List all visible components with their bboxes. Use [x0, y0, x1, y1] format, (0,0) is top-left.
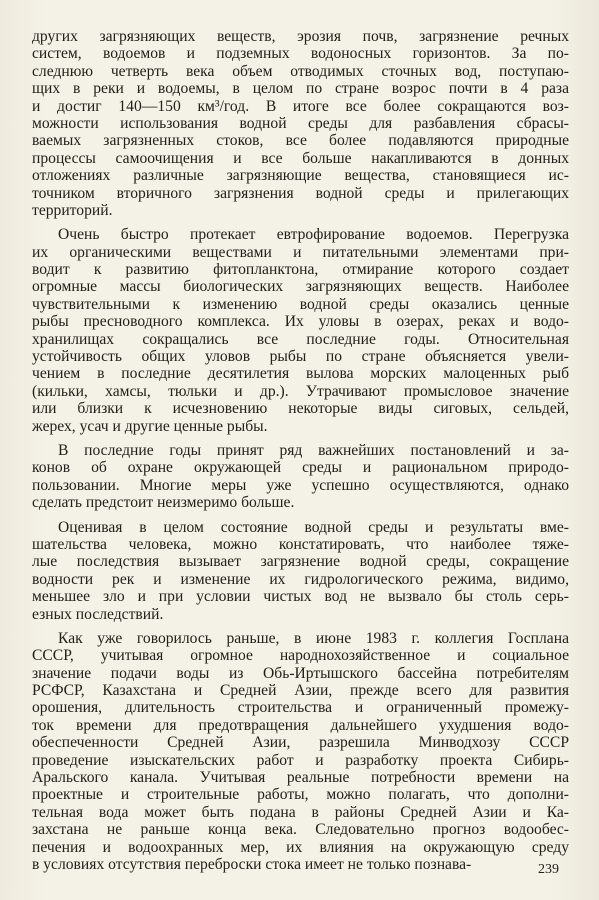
text-line: водит к развитию фитопланктона, отмирание которого создает [32, 261, 569, 279]
text-line: захстана не раньше конца века. Следовательно прогноз водообес- [32, 821, 569, 839]
text-line: можности использования водной среды для разбавления сбрасы- [32, 114, 569, 132]
text-line: РСФСР, Казахстана и Средней Азии, прежде всего для развития [32, 682, 569, 700]
text-line: или близки к исчезновению некоторые виды сиговых, сельдей, [32, 400, 569, 418]
paragraph-gap [32, 512, 569, 519]
text-line: жерех, усач и другие ценные рыбы. [32, 417, 268, 435]
text-line: проектные и строительные работы, можно полагать, что дополни- [32, 786, 569, 804]
text-line: ток времени для предотвращения дальнейшего ухудшения водо- [32, 716, 569, 734]
text-line: Аральского канала. Учитывая реальные потребности времени на [32, 769, 569, 787]
paragraph-gap [32, 623, 569, 630]
text-line: конов об охране окружающей среды и рациональном природо- [32, 459, 569, 477]
text-line: чением в последние десятилетия вылова морских малоценных рыб [32, 365, 569, 383]
text-line: Оценивая в целом состояние водной среды и результаты вме- [58, 518, 569, 536]
text-line: процессы самоочищения и все больше накапливаются в донных [32, 149, 569, 167]
paragraph [32, 519, 569, 623]
text-line: других загрязняющих веществ, эрозия почв, загрязнение речных [32, 28, 569, 45]
text-line: хранилищах сокращались все последние годы. Относительная [32, 330, 569, 348]
text-line: систем, водоемов и подземных водоносных горизонтов. За по- [32, 45, 569, 63]
paragraph [32, 28, 569, 219]
paragraph [32, 226, 569, 435]
text-line: устойчивость общих уловов рыбы по стране объясняется увели- [32, 348, 569, 366]
paragraph-gap [32, 435, 569, 442]
text-line: тельная вода может быть подана в районы Средней Азии и Ка- [32, 803, 569, 821]
paragraph [32, 442, 569, 512]
text-line: В последние годы принят ряд важнейших постановлений и за- [58, 441, 569, 459]
text-line: шательства человека, можно констатировать, что наиболее тяже- [32, 535, 569, 553]
text-line: и достиг 140—150 км³/год. В итоге все более сокращаются воз- [32, 97, 569, 115]
text-line: орошения, длительность строительства и ограниченный промежу- [32, 699, 569, 717]
text-line: Как уже говорилось раньше, в июне 1983 г. коллегия Госплана [58, 629, 569, 647]
text-line: обеспеченности Средней Азии, разрешила Минводхозу СССР [32, 734, 569, 752]
page-number: 239 [538, 862, 559, 877]
text-line: точником вторичного загрязнения водной среды и прилегающих [32, 184, 569, 202]
body-text [32, 28, 569, 873]
text-line: огромные массы биологических загрязняющих веществ. Наиболее [32, 278, 569, 296]
text-line: меньшее зло и при условии чистых вод не вызвало бы столь серь- [32, 588, 569, 606]
text-line: следнюю четверть века объем отводимых сточных вод, поступаю- [32, 62, 569, 80]
text-line: лые последствия вызывает загрязнение водной среды, сокращение [32, 553, 569, 571]
text-line: езных последствий. [32, 605, 164, 623]
text-line: Очень быстро протекает евтрофирование водоемов. Перегрузка [58, 226, 569, 244]
text-line: проведение изыскательских работ и разработку проекта Сибирь- [32, 751, 569, 769]
text-line: территорий. [32, 201, 113, 219]
text-line: отложениях различные загрязняющие вещества, становящиеся ис- [32, 167, 569, 185]
text-line: печения и водоохранных мер, их влияния на окружающую среду [32, 838, 569, 856]
text-line: СССР, учитывая огромное народнохозяйственное и социальное [32, 647, 569, 665]
text-line: значение подачи воды из Обь-Иртышского бассейна потребителям [32, 664, 569, 682]
text-line: пользовании. Многие меры уже успешно осуществляются, однако [32, 476, 569, 494]
text-line: (кильки, хамсы, тюльки и др.). Утрачивают промысловое значение [32, 382, 569, 400]
text-line: их органическими веществами и питательными элементами при- [32, 243, 569, 261]
text-line: в условиях отсутствия переброски стока имеет не только познава- [32, 855, 472, 873]
text-line: чувствительными к изменению водной среды оказались ценные [32, 295, 569, 313]
text-line: рыбы пресноводного комплекса. Их уловы в озерах, реках и водо- [32, 313, 569, 331]
text-line: водности рек и изменение их гидрологического режима, видимо, [32, 570, 569, 588]
text-line: ваемых загрязненных стоков, все более подавляются природные [32, 132, 569, 150]
paragraph [32, 630, 569, 873]
paragraph-gap [32, 219, 569, 226]
text-line: сделать предстоит неизмеримо больше. [32, 494, 295, 512]
text-line: щих в реки и водоемы, в целом по стране возрос почти в 4 раза [32, 80, 569, 98]
